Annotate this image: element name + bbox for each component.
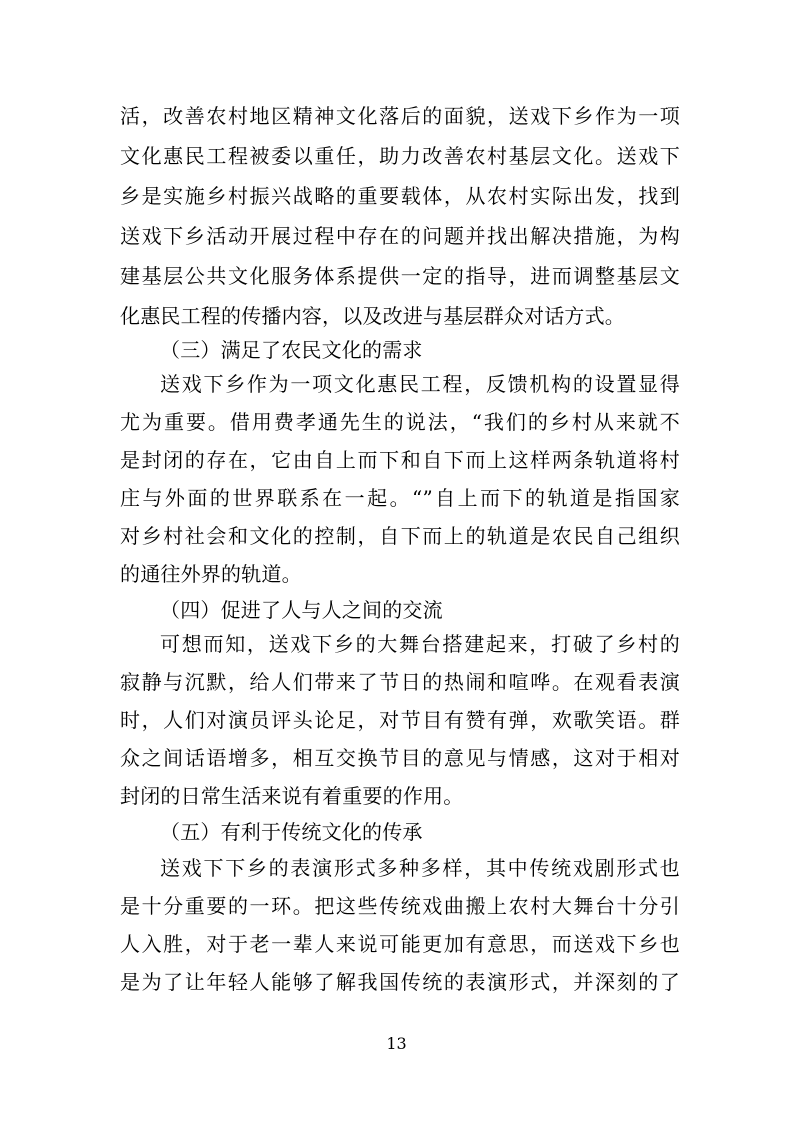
body-line-18: 众之间话语增多，相互交换节目的意见与情感，这对于相对 [120, 746, 680, 770]
body-line-13: 的通往外界的轨道。 [120, 562, 302, 586]
body-line-16: 寂静与沉默，给人们带来了节日的热闹和喧哗。在观看表演 [120, 670, 680, 694]
section-heading-4: （四）促进了人与人之间的交流 [160, 598, 443, 622]
body-line-15: 可想而知，送戏下乡的大舞台搭建起来，打破了乡村的 [160, 632, 680, 656]
body-line-19: 封闭的日常生活来说有着重要的作用。 [120, 784, 464, 808]
body-line-2: 文化惠民工程被委以重任，助力改善农村基层文化。送戏下 [120, 144, 680, 168]
page-number: 13 [386, 1034, 407, 1053]
section-heading-5: （五）有利于传统文化的传承 [160, 820, 423, 844]
body-line-4: 送戏下乡活动开展过程中存在的问题并找出解决措施，为构 [120, 224, 680, 248]
section-heading-3: （三）满足了农民文化的需求 [160, 338, 423, 362]
body-line-24: 是为了让年轻人能够了解我国传统的表演形式，并深刻的了 [120, 970, 680, 994]
body-line-23: 人入胜，对于老一辈人来说可能更加有意思，而送戏下乡也 [120, 932, 680, 956]
body-line-11: 庄与外面的世界联系在一起。“”自上而下的轨道是指国家 [120, 486, 680, 510]
body-line-10: 是封闭的存在，它由自上而下和自下而上这样两条轨道将村 [120, 448, 680, 472]
body-line-8: 送戏下乡作为一项文化惠民工程，反馈机构的设置显得 [160, 372, 680, 396]
body-line-21: 送戏下下乡的表演形式多种多样，其中传统戏剧形式也 [160, 856, 680, 880]
body-line-3: 乡是实施乡村振兴战略的重要载体，从农村实际出发，找到 [120, 184, 680, 208]
body-line-12: 对乡村社会和文化的控制，自下而上的轨道是农民自己组织 [120, 524, 680, 548]
body-line-5: 建基层公共文化服务体系提供一定的指导，进而调整基层文 [120, 264, 680, 288]
body-line-22: 是十分重要的一环。把这些传统戏曲搬上农村大舞台十分引 [120, 894, 680, 918]
body-line-9: 尤为重要。借用费孝通先生的说法，“我们的乡村从来就不 [120, 410, 680, 434]
body-line-1: 活，改善农村地区精神文化落后的面貌，送戏下乡作为一项 [120, 104, 680, 128]
body-line-17: 时，人们对演员评头论足，对节目有赞有弹，欢歌笑语。群 [120, 708, 680, 732]
body-line-6: 化惠民工程的传播内容，以及改进与基层群众对话方式。 [120, 304, 625, 328]
